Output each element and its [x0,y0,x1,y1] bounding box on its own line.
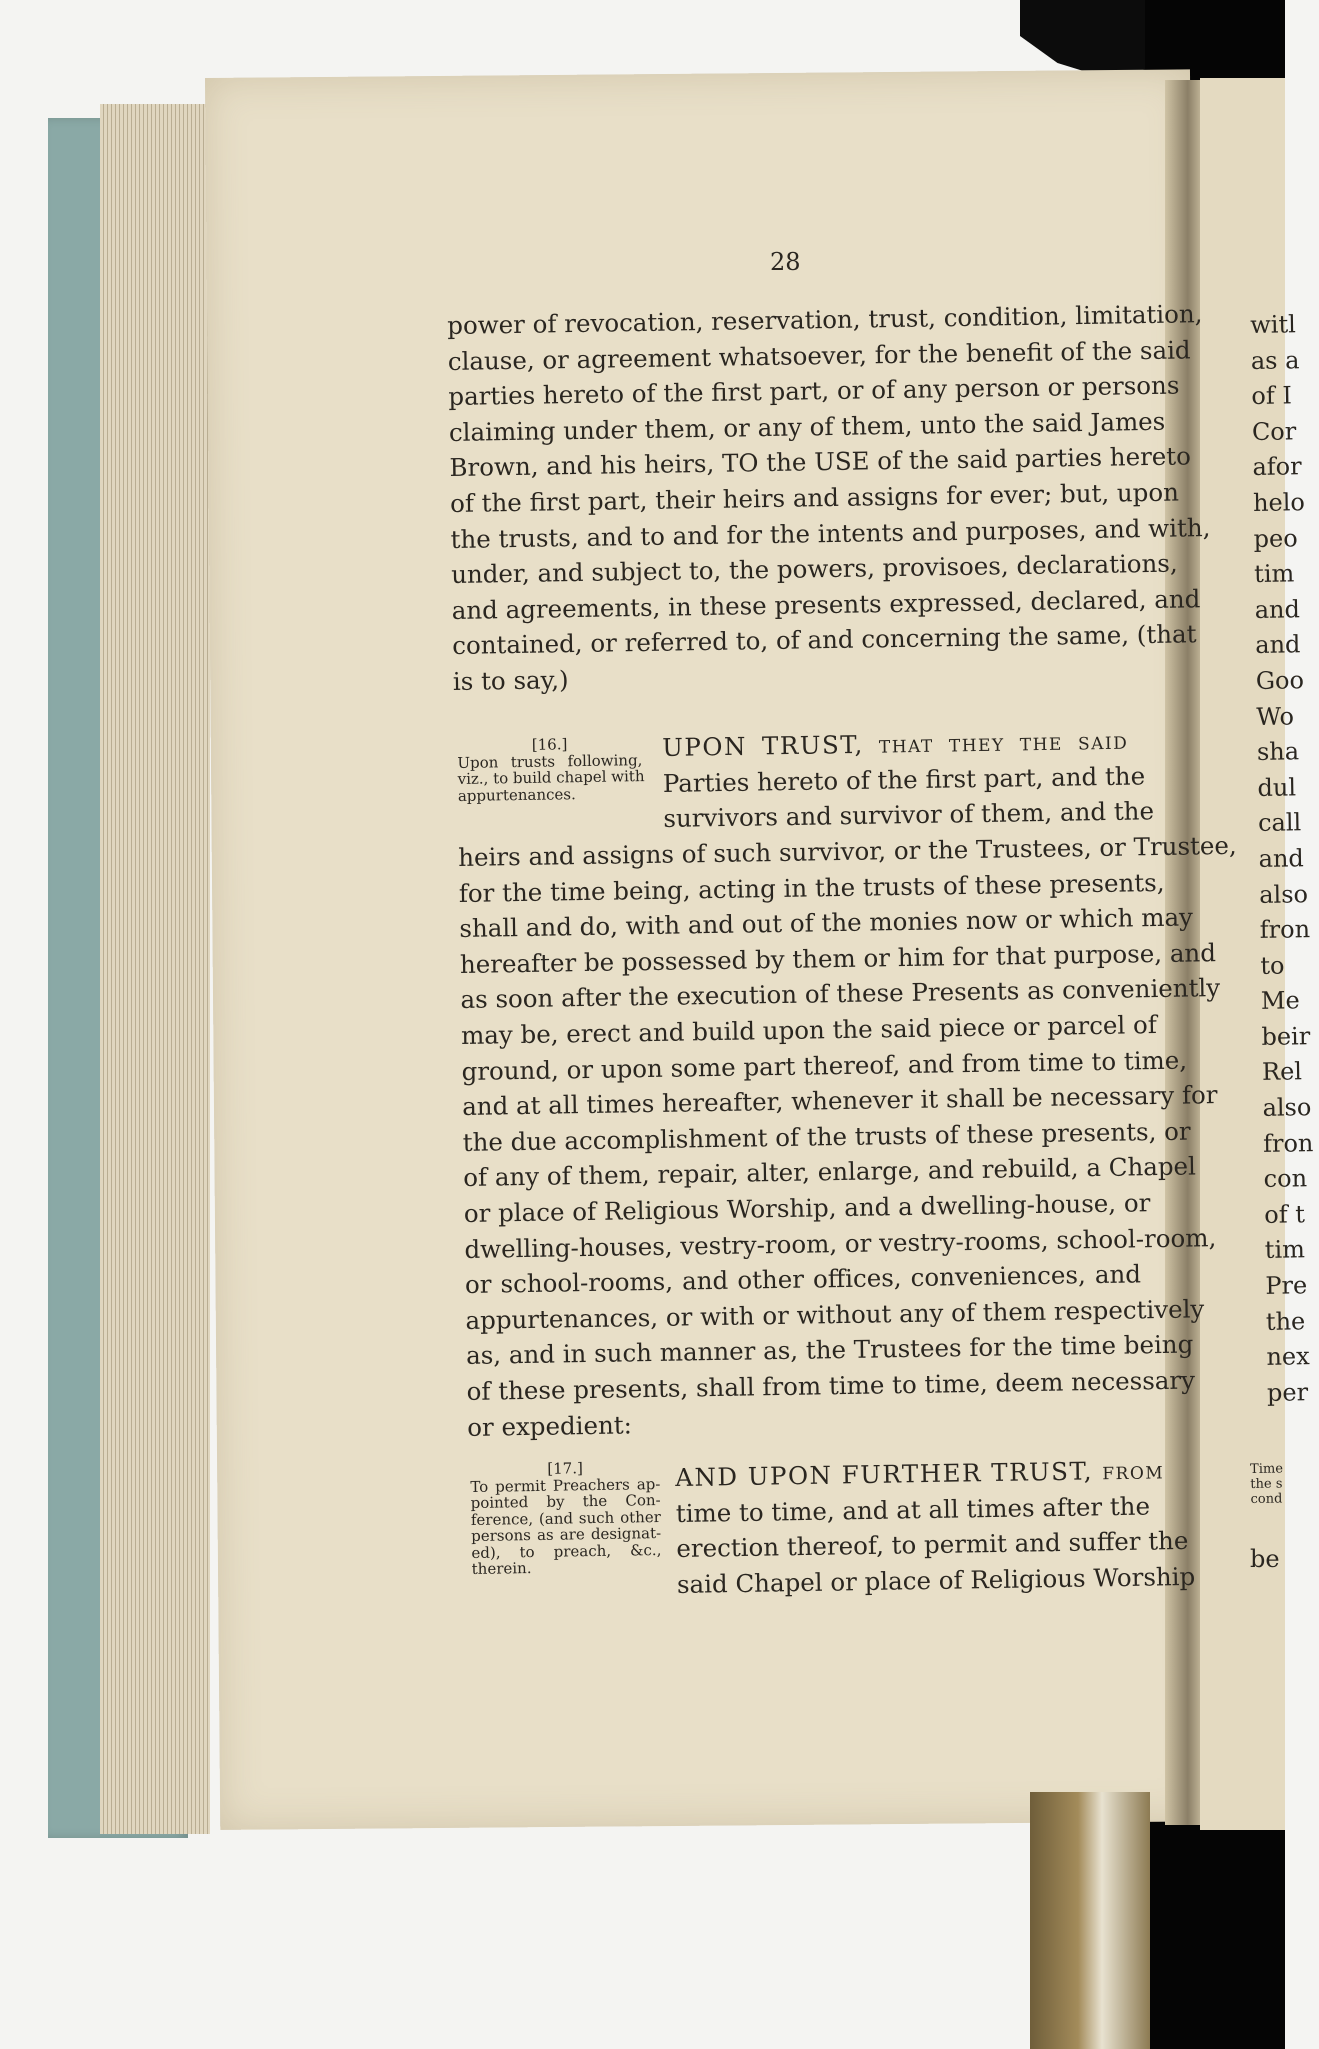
facing-fragment: as a [1250,345,1300,375]
text-line: of the first part, their heirs and assigns for ever; but, upon [449,477,1180,518]
text-line: heirs and assigns of such survivor, or the Trustees, or Trustee, [458,830,1237,872]
facing-fragment: Pre [1265,1271,1308,1300]
margin-note-17 [470,1459,662,1577]
facing-fragment: to [1260,951,1285,980]
facing-fragment: and [1258,844,1305,873]
margin-note-line: appurtenances. [457,784,576,805]
facing-fragment: Rel [1261,1057,1303,1087]
margin-note-number: [17.] [547,1459,584,1478]
margin-note-line: therein. [471,1559,532,1578]
margin-note-line: Upon trusts following, [457,750,643,772]
facing-page-note [1250,1461,1284,1507]
text-line: or place of Religious Worship, and a dwelling-house, or [463,1188,1151,1228]
facing-fragment: fron [1262,1128,1314,1158]
margin-note-line: To permit Preachers ap- [470,1474,661,1496]
text-line: of these presents, shall from time to time, deem necessary [466,1365,1196,1406]
margin-note-line: viz., to build chapel with [457,767,645,788]
text-line: as, and in such manner as, the Trustees for the time being [465,1329,1194,1371]
text-line: as soon after the execution of these Presents as conveniently [460,973,1221,1015]
text-line: or school-rooms, and other offices, conveniences, and [464,1259,1142,1300]
text-line: under, and subject to, the powers, provisoes, declarations, [450,548,1178,590]
text-line: is to say,) [452,665,569,696]
text-line: said Chapel or place of Religious Worship [676,1561,1196,1599]
text-line: clause, or agreement whatsoever, for the benefit of the said [447,334,1191,376]
page-number: 28 [770,248,801,276]
text-line: the due accomplishment of the trusts of these presents, or [462,1116,1191,1157]
facing-fragment: Wo [1256,701,1295,731]
text-line: and agreements, in these presents expressed, declared, and [451,583,1201,625]
facing-fragment: of t [1264,1200,1306,1229]
facing-fragment: also [1262,1093,1312,1122]
facing-fragment: of I [1251,381,1293,411]
paragraph-2 [458,829,1237,1445]
facing-fragment: nex [1266,1342,1310,1372]
facing-fragment: also [1258,879,1309,909]
margin-note-line: ference, (and such other [470,1507,662,1529]
facing-fragment: Goo [1255,666,1305,695]
text-line: ground, or upon some part thereof, and from time to time, [461,1045,1188,1086]
facing-fragment: tim [1253,559,1295,589]
facing-fragment: and [1255,630,1301,660]
paragraph-1 [447,297,1211,699]
text-line: contained, or referred to, of and concerning the same, (that [452,619,1197,661]
text-line: or expedient: [466,1409,633,1442]
facing-fragment: Cor [1251,417,1297,446]
facing-note-fragment: Time [1250,1461,1284,1477]
margin-note-line: ed), to preach, &c., [471,1540,662,1562]
facing-fragment: dul [1257,773,1297,802]
text-line: power of revocation, reservation, trust, condition, limitation, [447,299,1203,340]
facing-fragment: Me [1260,986,1300,1016]
text-line: hereafter be possessed by them or him for that purpose, and [459,937,1217,979]
text-line: for the time being, acting in the trusts of these presents, [458,867,1165,908]
facing-fragment: sha [1256,737,1300,767]
text-line: AND UPON FURTHER TRUST, from [675,1455,1165,1492]
text-line: appurtenances, or with or without any of them respectively [465,1294,1205,1335]
facing-fragment: afor [1252,452,1302,482]
text-line: the trusts, and to and for the intents and purposes, and with, [450,512,1211,554]
text-line: may be, erect and build upon the said piece or parcel of [460,1010,1158,1050]
text-line: parties hereto of the first part, or of any person or persons [448,370,1180,412]
text-line: of any of them, repair, alter, enlarge, and rebuild, a Chapel [463,1151,1197,1193]
text-line: dwelling-houses, vestry-room, or vestry-rooms, school-room, [464,1222,1217,1264]
text-line: claiming under them, or any of them, unto the said James [448,406,1166,447]
facing-note-fragment: the s [1250,1476,1283,1492]
margin-note-line: pointed by the Con- [470,1491,661,1512]
paragraph-2-opening [662,723,1155,837]
facing-fragment: peo [1253,523,1298,553]
text-line: erection thereof, to permit and suffer the [676,1526,1189,1564]
facing-fragment: beir [1261,1022,1311,1051]
text-line: shall and do, with and out of the monies now or which may [459,902,1194,944]
facing-fragment: fron [1259,915,1311,945]
facing-fragment: con [1263,1164,1308,1194]
text-line: survivors and survivor of them, and the [663,796,1155,834]
text-line: Brown, and his heirs, TO the USE of the said parties hereto [449,441,1192,483]
text-line: UPON TRUST, that they the said [662,725,1129,762]
facing-page-text [1250,307,1319,1411]
facing-fragment: per [1266,1378,1309,1407]
margin-note-line: persons as are designat- [471,1524,662,1545]
text-line: time to time, and at all times after the [675,1491,1151,1528]
paragraph-3-opening [675,1453,1196,1603]
facing-note-fragment: cond [1250,1491,1283,1507]
facing-fragment: call [1257,808,1302,838]
text-line: and at all times hereafter, whenever it shall be necessary for [461,1080,1218,1122]
text-line: Parties hereto of the first part, and the [662,761,1146,798]
facing-fragment: the [1265,1306,1306,1336]
facing-fragment: witl [1250,310,1297,339]
facing-page-last-word: be [1250,1545,1280,1573]
facing-fragment: tim [1264,1235,1306,1265]
facing-fragment: helo [1252,488,1306,517]
margin-note-number: [16.] [531,735,568,754]
margin-note-16 [457,735,643,804]
facing-fragment: and [1254,595,1301,624]
